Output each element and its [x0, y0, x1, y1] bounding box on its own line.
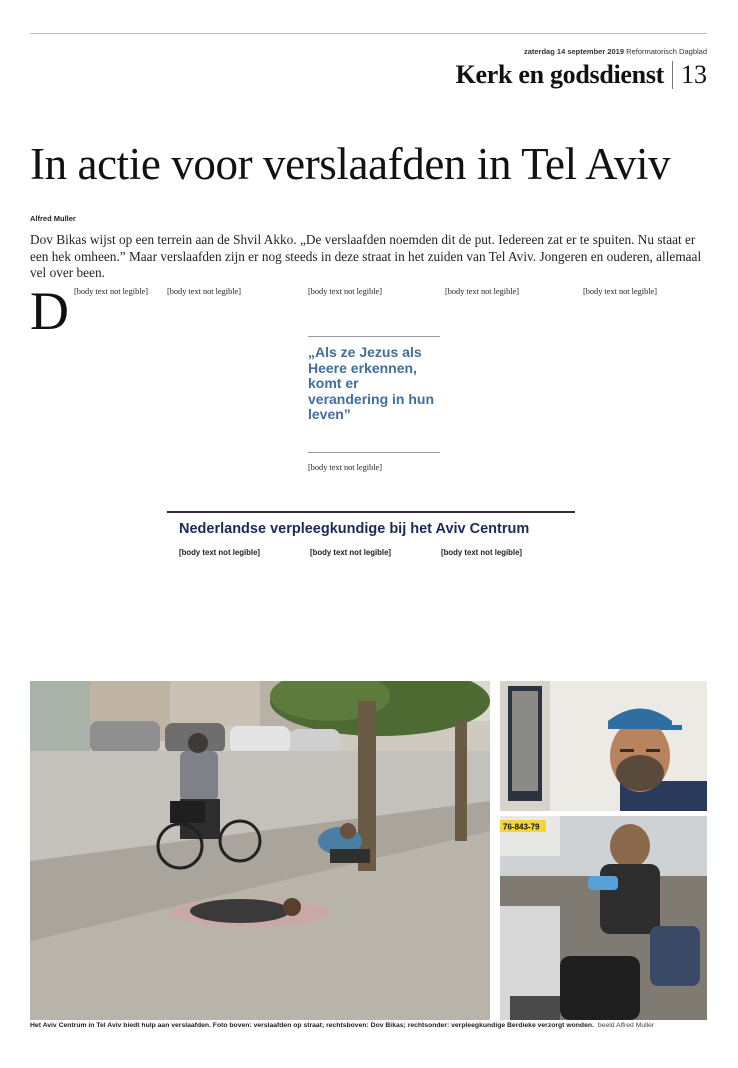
photo-caption [30, 1022, 707, 1029]
paragraph: [body text not legible] [583, 287, 657, 296]
section-header [456, 60, 707, 90]
license-plate: 76-843-79 [503, 822, 540, 832]
box-title: Nederlandse verpleegkundige bij het Aviv Centrum [179, 521, 530, 537]
paragraph: [body text not legible] [74, 287, 148, 296]
section-divider [672, 61, 673, 89]
paragraph: [body text not legible] [445, 287, 519, 296]
byline: Alfred Muller [30, 214, 76, 223]
photo-nurse [500, 816, 707, 1020]
article-column-2 [167, 287, 300, 509]
paper-name: Reformatorisch Dagblad [626, 47, 707, 56]
sidebar-box [167, 511, 575, 669]
article-column-4 [445, 287, 575, 509]
pullquote: „Als ze Jezus als Heere erkennen, komt er verandering in hun leven” [308, 344, 435, 422]
box-column-2: [body text not legible] [310, 548, 391, 557]
photo-street-scene [30, 681, 490, 1020]
article-column-3-bottom [308, 463, 440, 513]
article-column-5 [583, 287, 709, 667]
pullquote-rule-top [308, 336, 440, 337]
page-number: 13 [681, 60, 707, 89]
photo-portrait [500, 681, 707, 811]
pullquote-rule-bottom [308, 452, 440, 453]
paragraph: [body text not legible] [308, 463, 382, 472]
paragraph: [body text not legible] [308, 287, 382, 296]
box-column-3: [body text not legible] [441, 548, 522, 557]
top-rule [30, 33, 707, 34]
issue-date: zaterdag 14 september 2019 [523, 47, 625, 56]
section-title: Kerk en godsdienst [455, 60, 664, 89]
article-headline: In actie voor verslaafden in Tel Aviv [30, 139, 671, 189]
nurse-illustration [500, 816, 707, 1020]
article-column-3-top [308, 287, 440, 327]
drop-cap: D [30, 281, 69, 341]
street-scene-illustration [30, 681, 490, 1020]
caption-text: Het Aviv Centrum in Tel Aviv biedt hulp aan verslaafden. Foto boven: verslaafden op straat; rechtsboven: Dov Bikas; rechtsonder: verpleegkundige Berdieke verzorgt wonden. [30, 1022, 594, 1029]
portrait-illustration [500, 681, 707, 811]
article-lead: Dov Bikas wijst op een terrein aan de Shvil Akko. „De verslaafden noemden dit de put. Iedereen zat er te spuiten. Nu staat er een hek omheen.” Maar verslaafden zijn er nog steeds in deze straat in het zuiden van Tel Aviv. Jongeren en ouderen, allemaal vel over been. [30, 232, 702, 280]
photo-credit: beeld Alfred Muller [597, 1022, 655, 1029]
box-column-1: [body text not legible] [179, 548, 260, 557]
paragraph: [body text not legible] [167, 287, 241, 296]
dateline [524, 47, 707, 56]
article-column-1 [30, 281, 158, 667]
